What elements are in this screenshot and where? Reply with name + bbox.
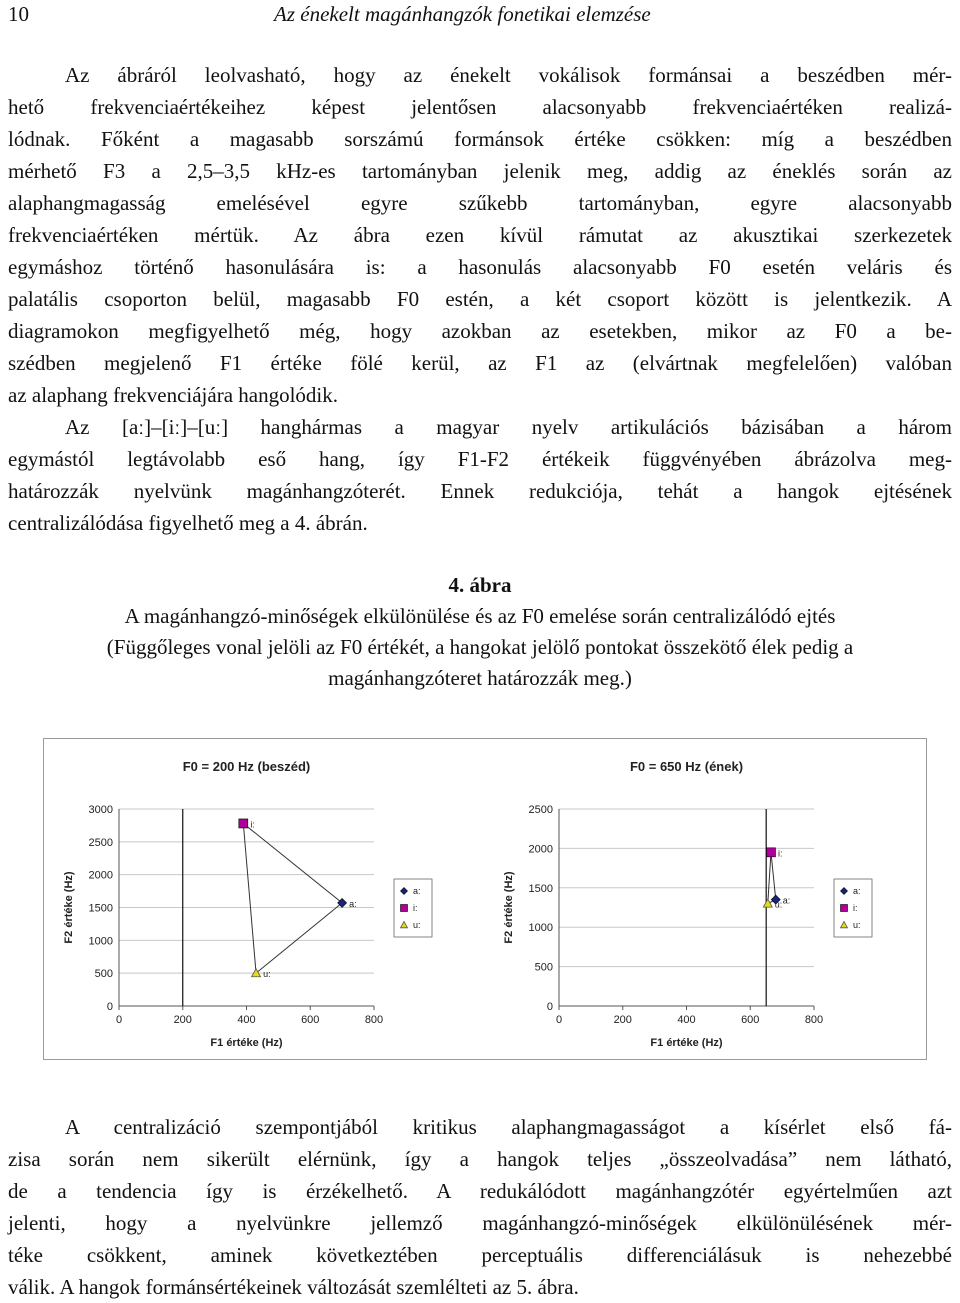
vowel-space-edge [771,852,776,899]
text-line: hető frekvenciaértékeihez képest jelentősen alacsonyabb frekvenciaértéken realizá- [8,95,952,119]
legend-marker [841,905,848,912]
data-label: a: [782,895,791,906]
x-axis-label: F1 értéke (Hz) [650,1037,723,1049]
text-line: Az [aː]–[iː]–[uː] hanghármas a magyar nyelv artikulációs bázisában a három [65,415,952,439]
y-tick-label: 500 [94,968,113,981]
text-line: frekvenciaértéken mértük. Az ábra ezen kívül rámutat az akusztikai szerkezetek [8,223,952,247]
legend-label: i: [853,903,858,913]
y-tick-label: 500 [534,961,553,974]
x-tick-label: 200 [173,1014,192,1026]
y-tick-label: 1500 [88,902,113,915]
vowel-space-edge [768,852,771,903]
text-line: téke csökkent, aminek következtében perceptuális differenciálásuk is nehezebbé [8,1243,952,1267]
page-header [8,2,952,28]
chart-title: F0 = 650 Hz (ének) [629,759,744,774]
y-tick-label: 1500 [528,882,553,895]
x-tick-label: 400 [677,1014,696,1026]
x-tick-label: 0 [555,1014,563,1026]
y-tick-label: 1000 [528,922,553,935]
x-axis-label: F1 értéke (Hz) [210,1037,283,1049]
chart-speech [44,739,484,1059]
figure-label: 4. ábra [448,573,512,597]
text-line: szédben megjelenő F1 értéke fölé kerül, az F1 az (elvártnak megfelelően) valóban [8,351,952,375]
legend-label: u: [413,920,421,930]
paragraph-3 [8,1111,952,1303]
vowel-space-edge [243,823,256,973]
text-line: határozzák nyelvünk magánhangzóterét. Ennek redukciója, tehát a hangok ejtésének [8,479,952,503]
data-point-triangle [763,899,772,907]
chart-singing-svg [484,739,924,1059]
y-axis-label: F2 értéke (Hz) [503,871,515,944]
y-tick-label: 2500 [528,804,553,816]
text-line: egymáshoz történő hasonulására is: a hasonulás alacsonyabb F0 esetén veláris és [8,255,952,279]
legend-label: u: [853,920,861,930]
x-tick-label: 800 [804,1014,824,1026]
data-label: i: [250,819,255,830]
text-line: jelenti, hogy a nyelvünkre jellemző magánhangzó-minőségek elkülönülésének mér- [8,1211,952,1235]
caption-line: (Függőleges vonal jelöli az F0 értékét, a hangokat jelölő pontokat összekötő élek pedig a [106,635,854,659]
y-tick-label: 0 [546,1001,553,1013]
text-line: alaphangmagasság emelésével egyre szűkebb tartományban, egyre alacsonyabb [8,191,952,215]
y-tick-label: 2000 [88,869,113,882]
x-tick-label: 600 [301,1014,320,1026]
data-point-square [239,819,248,828]
running-title: Az énekelt magánhangzók fonetikai elemzése [274,2,651,26]
x-tick-label: 600 [741,1014,760,1026]
text-line: válik. A hangok formánsértékeinek változását szemlélteti az 5. ábra. [8,1275,579,1299]
chart-title: F0 = 200 Hz (beszéd) [182,759,311,774]
text-line: lódnak. Főként a magasabb sorszámú formánsok értéke csökken: míg a beszédben [8,127,952,151]
text-line: zisa során nem sikerült elérnünk, így a hangok teljes „összeolvadása” nem látható, [8,1147,952,1171]
vowel-space-edge [256,903,342,973]
data-point-square [766,848,775,857]
text-line: de a tendencia így is érzékelhető. A redukálódott magánhangzótér egyértelműen azt [8,1179,952,1203]
data-label: u: [774,899,783,910]
legend-label: i: [413,903,418,913]
text-line: A centralizáció szempontjából kritikus alaphangmagasságot a kísérlet első fá- [65,1115,952,1139]
text-line: egymástól legtávolabb eső hang, így F1-F2 értékeik függvényében ábrázolva meg- [8,447,952,471]
paragraph-1 [8,59,952,411]
y-tick-label: 1000 [88,935,113,948]
y-tick-label: 2500 [88,836,113,849]
legend-marker [401,905,408,912]
x-tick-label: 800 [364,1014,384,1026]
y-axis-label: F2 értéke (Hz) [63,871,75,944]
x-tick-label: 200 [613,1014,632,1026]
data-label: u: [263,969,271,980]
figure-caption [8,570,952,694]
text-line: palatális csoporton belül, magasabb F0 estén, a két csoport között is jelentkezik. A [8,287,952,311]
text-line: mérhető F3 a 2,5–3,5 kHz-es tartományban jelenik meg, addig az éneklés során az [8,159,952,183]
text-line: centralizálódása figyelhető meg a 4. ábrán. [8,511,368,535]
chart-singing [484,739,924,1059]
vowel-space-edge [243,823,342,902]
caption-line: A magánhangzó-minőségek elkülönülése és az F0 emelése során centralizálódó ejtés [124,604,836,628]
y-tick-label: 3000 [88,804,113,816]
y-tick-label: 2000 [528,843,553,856]
paragraph-2 [8,411,952,539]
text-line: diagramokon megfigyelhető még, hogy azokban az esetekben, mikor az F0 a be- [8,319,952,343]
y-tick-label: 0 [106,1001,113,1013]
page-number: 10 [8,2,29,26]
text-line: az alaphang frekvenciájára hangolódik. [8,383,339,407]
legend-label: a: [853,886,861,896]
data-label: a: [349,898,357,909]
legend-label: a: [413,886,421,896]
chart-speech-svg [44,739,484,1059]
x-tick-label: 400 [237,1014,256,1026]
text-line: Az ábráról leolvasható, hogy az énekelt vokálisok formánsai a beszédben mér- [65,63,952,87]
x-tick-label: 0 [115,1014,123,1026]
figure-4-charts [43,738,927,1060]
caption-line: magánhangzóteret határozzák meg.) [328,666,632,690]
data-label: i: [777,848,783,859]
